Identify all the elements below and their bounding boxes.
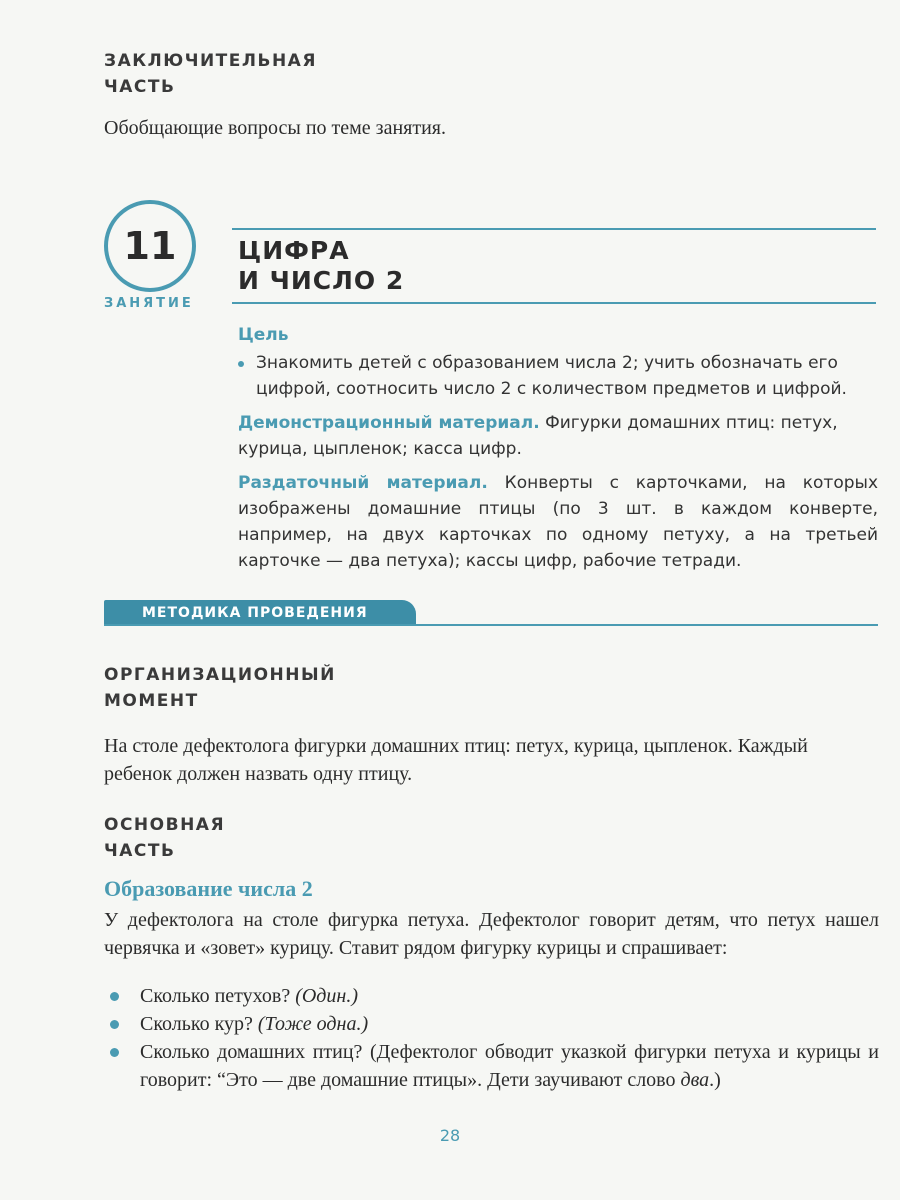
question-text: Сколько кур? (140, 1013, 258, 1035)
bullet-dot-icon (110, 1020, 119, 1029)
goal-text: Знакомить детей с образованием числа 2; учить обозначать его цифрой, соотносить число 2 с количеством предметов и цифрой. (256, 353, 847, 399)
answer-text: (Тоже одна.) (257, 1013, 369, 1035)
main-intro-text: У дефектолога на столе фигурка петуха. Дефектолог говорит детям, что петух нашел червячка и «зовет» курицу. Ставит рядом фигурку курицы и спрашивает: (104, 909, 879, 959)
question-text: Сколько петухов? (140, 985, 296, 1007)
method-section-bar: МЕТОДИКА ПРОВЕДЕНИЯ (104, 600, 416, 626)
bullet-dot-icon (110, 992, 119, 1001)
goal-block (238, 322, 878, 574)
org-moment-text: На столе дефектолога фигурки домашних птиц: петух, курица, цыпленок. Каждый ребенок должен назвать одну птицу. (104, 735, 808, 785)
demo-material (238, 410, 878, 462)
heading-line: ОРГАНИЗАЦИОННЫЙ (104, 665, 336, 685)
handout-label: Раздаточный материал. (238, 473, 488, 493)
title-top-rule (232, 228, 876, 230)
bullet-dot-icon (110, 1048, 119, 1057)
lesson-title (238, 236, 404, 296)
question-tail: .) (709, 1069, 721, 1091)
title-line: И ЧИСЛО 2 (238, 266, 405, 295)
number-formation-subheading: Образование числа 2 (104, 876, 313, 901)
question-text: Сколько домашних птиц? (Дефектолог обводит указкой фигурки петуха и курицы и говорит: “Это — две домашние птицы». Дети заучивают слово (140, 1041, 879, 1091)
title-line: ЦИФРА (238, 236, 350, 265)
title-bottom-rule (232, 302, 876, 304)
method-bar-rule (104, 624, 878, 626)
lesson-label: ЗАНЯТИЕ (104, 296, 194, 311)
page-number: 28 (439, 1126, 461, 1145)
heading-line: ОСНОВНАЯ (104, 815, 226, 835)
heading-line: ЧАСТЬ (104, 77, 176, 97)
demo-text: Фигурки домашних птиц: петух, курица, цыпленок; касса цифр. (238, 413, 838, 459)
list-item (104, 1010, 879, 1038)
question-list (104, 982, 879, 1094)
heading-line: МОМЕНТ (104, 691, 199, 711)
heading-line: ЗАКЛЮЧИТЕЛЬНАЯ (104, 51, 317, 71)
answer-text: (Один.) (295, 985, 359, 1007)
heading-line: ЧАСТЬ (104, 841, 176, 861)
answer-text: два (680, 1069, 710, 1091)
list-item (104, 982, 879, 1010)
goal-item (238, 350, 878, 402)
lesson-number-badge: 11 (104, 200, 196, 292)
list-item (104, 1038, 879, 1094)
main-part-heading (104, 812, 225, 864)
goal-heading: Цель (238, 325, 289, 345)
handout-material (238, 470, 878, 574)
concluding-text: Обобщающие вопросы по теме занятия. (104, 117, 446, 139)
org-moment-heading (104, 662, 336, 714)
concluding-part-heading (104, 48, 317, 100)
handout-text: Конверты с карточками, на которых изображены домашние птицы (по 3 шт. в каждом конверте, например, на двух карточках по одному петуху, а на третьей карточке — два петуха); кассы цифр, рабочие тетради. (238, 473, 878, 571)
bullet-dot-icon (238, 361, 244, 367)
demo-label: Демонстрационный материал. (238, 413, 540, 433)
